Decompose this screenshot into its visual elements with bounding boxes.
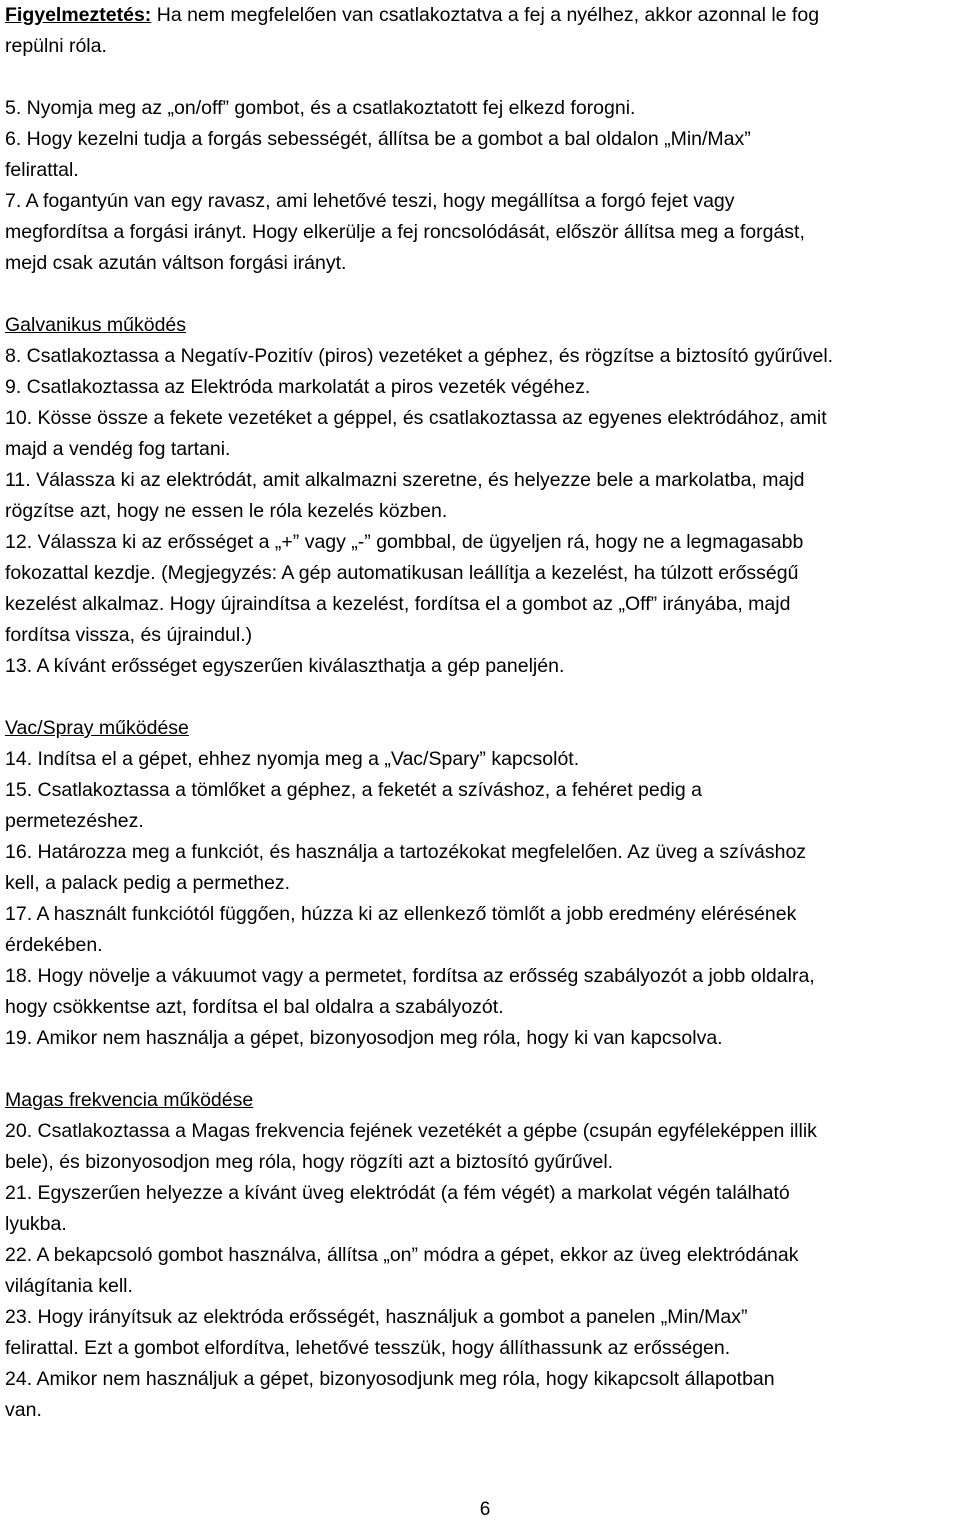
paragraph-line: bele), és bizonyosodjon meg róla, hogy rögzíti azt a biztosító gyűrűvel. — [5, 1151, 614, 1173]
paragraph-line: felirattal. — [5, 159, 79, 181]
warning-label: Figyelmeztetés: — [5, 4, 152, 26]
paragraph-line: 13. A kívánt erősséget egyszerűen kiválaszthatja a gép paneljén. — [5, 655, 565, 677]
spacer — [5, 682, 955, 713]
warning-line-2: repülni róla. — [5, 35, 107, 57]
spacer — [5, 1054, 955, 1085]
paragraph-line: 8. Csatlakoztassa a Negatív-Pozitív (piros) vezetéket a géphez, és rögzítse a biztosító gyűrűvel. — [5, 345, 834, 367]
paragraph-line: 11. Válassza ki az elektródát, amit alkalmazni szeretne, és helyezze bele a markolatba, majd — [5, 469, 805, 491]
paragraph-line: 24. Amikor nem használjuk a gépet, bizonyosodjunk meg róla, hogy kikapcsolt állapotban — [5, 1368, 775, 1390]
paragraph-line: 22. A bekapcsoló gombot használva, állítsa „on” módra a gépet, ekkor az üveg elektródának — [5, 1244, 799, 1266]
paragraph-line: 5. Nyomja meg az „on/off” gombot, és a csatlakoztatott fej elkezd forogni. — [5, 97, 636, 119]
paragraph-line: érdekében. — [5, 934, 103, 956]
paragraph-line: van. — [5, 1399, 42, 1421]
paragraph-line: kell, a palack pedig a permethez. — [5, 872, 291, 894]
warning-line-1 — [5, 0, 955, 31]
paragraph-line: 12. Válassza ki az erősséget a „+” vagy „-” gombbal, de ügyeljen rá, hogy ne a legmagasabb — [5, 531, 804, 553]
section-heading-highfreq: Magas frekvencia működése — [5, 1089, 254, 1111]
paragraph-line: 10. Kösse össze a fekete vezetéket a géppel, és csatlakoztassa az egyenes elektródához, amit — [5, 407, 827, 429]
paragraph-line: permetezéshez. — [5, 810, 144, 832]
page-number: 6 — [479, 1499, 491, 1520]
paragraph-line: felirattal. Ezt a gombot elfordítva, lehetővé tesszük, hogy állíthassunk az erősségen. — [5, 1337, 731, 1359]
section-heading-vacspray: Vac/Spray működése — [5, 717, 189, 739]
paragraph-line: 20. Csatlakoztassa a Magas frekvencia fejének vezetékét a gépbe (csupán egyféleképpen illik — [5, 1120, 817, 1142]
spacer — [5, 279, 955, 310]
paragraph-line: 21. Egyszerűen helyezze a kívánt üveg elektródát (a fém végét) a markolat végén található — [5, 1182, 790, 1204]
paragraph-line: 23. Hogy irányítsuk az elektróda erősségét, használjuk a gombot a panelen „Min/Max” — [5, 1306, 748, 1328]
paragraph-line: fordítsa vissza, és újraindul.) — [5, 624, 253, 646]
paragraph-line: hogy csökkentse azt, fordítsa el bal oldalra a szabályozót. — [5, 996, 504, 1018]
paragraph-line: megfordítsa a forgási irányt. Hogy elkerülje a fej roncsolódását, először állítsa meg a forgást, — [5, 221, 805, 243]
paragraph-line: 6. Hogy kezelni tudja a forgás sebességét, állítsa be a gombot a bal oldalon „Min/Max” — [5, 128, 751, 150]
paragraph-line: 19. Amikor nem használja a gépet, bizonyosodjon meg róla, hogy ki van kapcsolva. — [5, 1027, 723, 1049]
paragraph-line: mejd csak azután váltson forgási irányt. — [5, 252, 347, 274]
paragraph-line: fokozattal kezdje. (Megjegyzés: A gép automatikusan leállítja a kezelést, ha túlzott erősségű — [5, 562, 799, 584]
paragraph-line: rögzítse azt, hogy ne essen le róla kezelés közben. — [5, 500, 448, 522]
paragraph-line: 17. A használt funkciótól függően, húzza ki az ellenkező tömlőt a jobb eredmény elérésének — [5, 903, 797, 925]
paragraph-line: világítania kell. — [5, 1275, 133, 1297]
document-page — [5, 0, 955, 1426]
warning-text: Ha nem megfelelően van csatlakoztatva a fej a nyélhez, akkor azonnal le fog — [151, 4, 820, 26]
spacer — [5, 62, 955, 93]
paragraph-line: 16. Határozza meg a funkciót, és használja a tartozékokat megfelelően. Az üveg a szíváshoz — [5, 841, 807, 863]
paragraph-line: 15. Csatlakoztassa a tömlőket a géphez, a feketét a szíváshoz, a fehéret pedig a — [5, 779, 703, 801]
paragraph-line: 7. A fogantyún van egy ravasz, ami lehetővé teszi, hogy megállítsa a forgó fejet vagy — [5, 190, 735, 212]
paragraph-line: 18. Hogy növelje a vákuumot vagy a permetet, fordítsa az erősség szabályozót a jobb oldalra, — [5, 965, 815, 987]
section-heading-galvanic: Galvanikus működés — [5, 314, 187, 336]
paragraph-line: kezelést alkalmaz. Hogy újraindítsa a kezelést, fordítsa el a gombot az „Off” irányába, majd — [5, 593, 791, 615]
paragraph-line: lyukba. — [5, 1213, 67, 1235]
paragraph-line: 14. Indítsa el a gépet, ehhez nyomja meg a „Vac/Spary” kapcsolót. — [5, 748, 580, 770]
paragraph-line: majd a vendég fog tartani. — [5, 438, 231, 460]
paragraph-line: 9. Csatlakoztassa az Elektróda markolatát a piros vezeték végéhez. — [5, 376, 591, 398]
